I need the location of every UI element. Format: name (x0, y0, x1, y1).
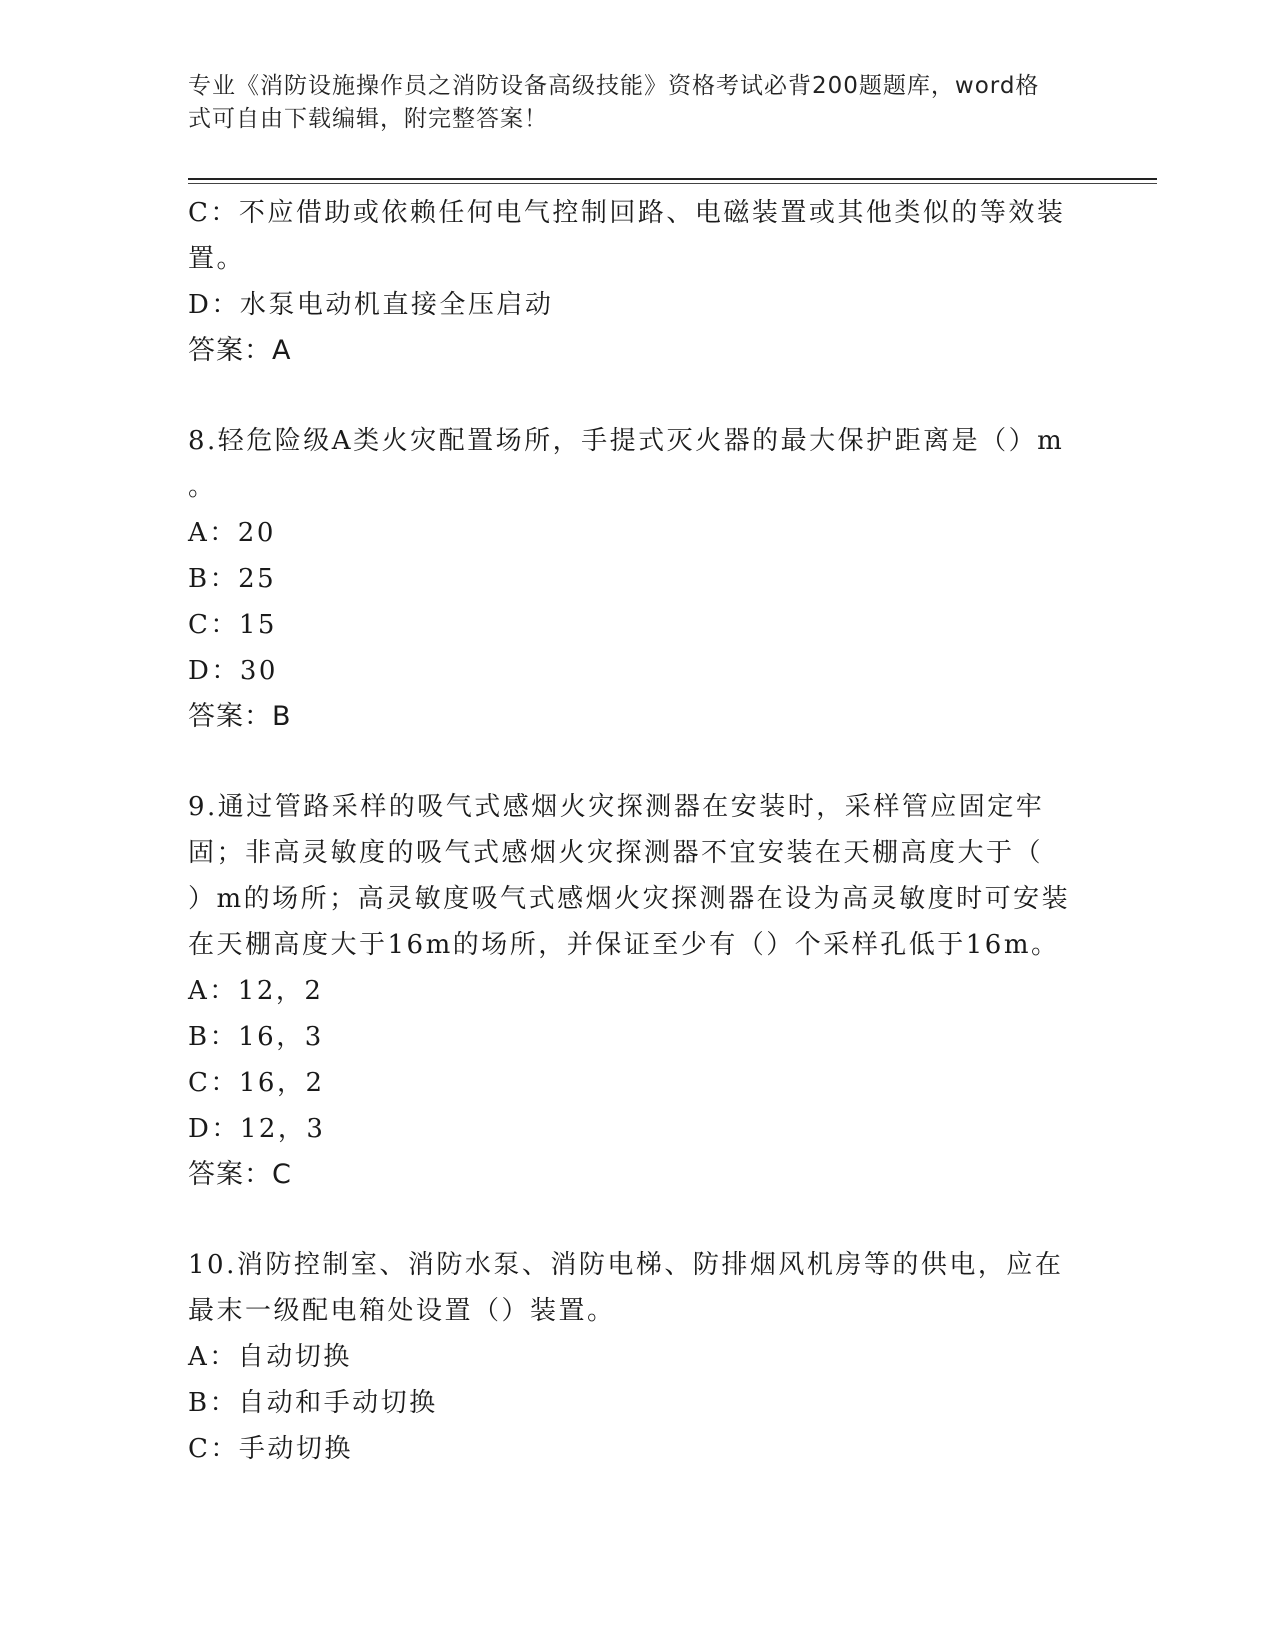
question-stem-line-2: 最末一级配电箱处设置（）装置。 (188, 1296, 616, 1326)
answer: 答案：B (188, 701, 292, 732)
header-rule-thick (188, 178, 1157, 180)
question-content (188, 190, 1088, 1472)
question-stem-line-4: 在天棚高度大于16m的场所，并保证至少有（）个采样孔低于16m。 (188, 930, 1060, 960)
option-c-line-2: 置。 (188, 244, 246, 274)
option-d: D：12，3 (188, 1114, 326, 1144)
document-header (188, 70, 1088, 136)
option-b: B：25 (188, 564, 277, 594)
header-rule-thin (188, 183, 1157, 184)
option-d: D：30 (188, 656, 278, 686)
option-c: C：16，2 (188, 1068, 325, 1098)
option-d: D：水泵电动机直接全压启动 (188, 290, 554, 320)
question-7-tail (188, 190, 1088, 374)
option-a: A：20 (188, 518, 276, 548)
option-c: C：15 (188, 610, 277, 640)
answer: 答案：A (188, 335, 292, 366)
question-stem-line-1: 9.通过管路采样的吸气式感烟火灾探测器在安装时，采样管应固定牢 (188, 792, 1045, 822)
answer: 答案：C (188, 1159, 292, 1190)
question-stem-line-2: 。 (188, 472, 217, 502)
header-line-2: 式可自由下载编辑，附完整答案！ (188, 106, 548, 132)
question-9 (188, 784, 1088, 1198)
question-10 (188, 1242, 1088, 1472)
question-8 (188, 418, 1088, 740)
option-c: C：手动切换 (188, 1434, 353, 1464)
option-a: A：12，2 (188, 976, 324, 1006)
question-stem-line-1: 10.消防控制室、消防水泵、消防电梯、防排烟风机房等的供电，应在 (188, 1250, 1064, 1280)
question-stem-line-3: ）m的场所；高灵敏度吸气式感烟火灾探测器在设为高灵敏度时可安装 (188, 884, 1071, 914)
question-stem-line-1: 8.轻危险级A类火灾配置场所，手提式灭火器的最大保护距离是（）m (188, 426, 1065, 456)
option-b: B：自动和手动切换 (188, 1388, 438, 1418)
option-b: B：16，3 (188, 1022, 324, 1052)
option-a: A：自动切换 (188, 1342, 352, 1372)
option-c-line-1: C：不应借助或依赖任何电气控制回路、电磁装置或其他类似的等效装 (188, 198, 1066, 228)
header-line-1: 专业《消防设施操作员之消防设备高级技能》资格考试必背200题题库，word格 (188, 73, 1040, 99)
question-stem-line-2: 固；非高灵敏度的吸气式感烟火灾探测器不宜安装在天棚高度大于（ (188, 838, 1044, 868)
